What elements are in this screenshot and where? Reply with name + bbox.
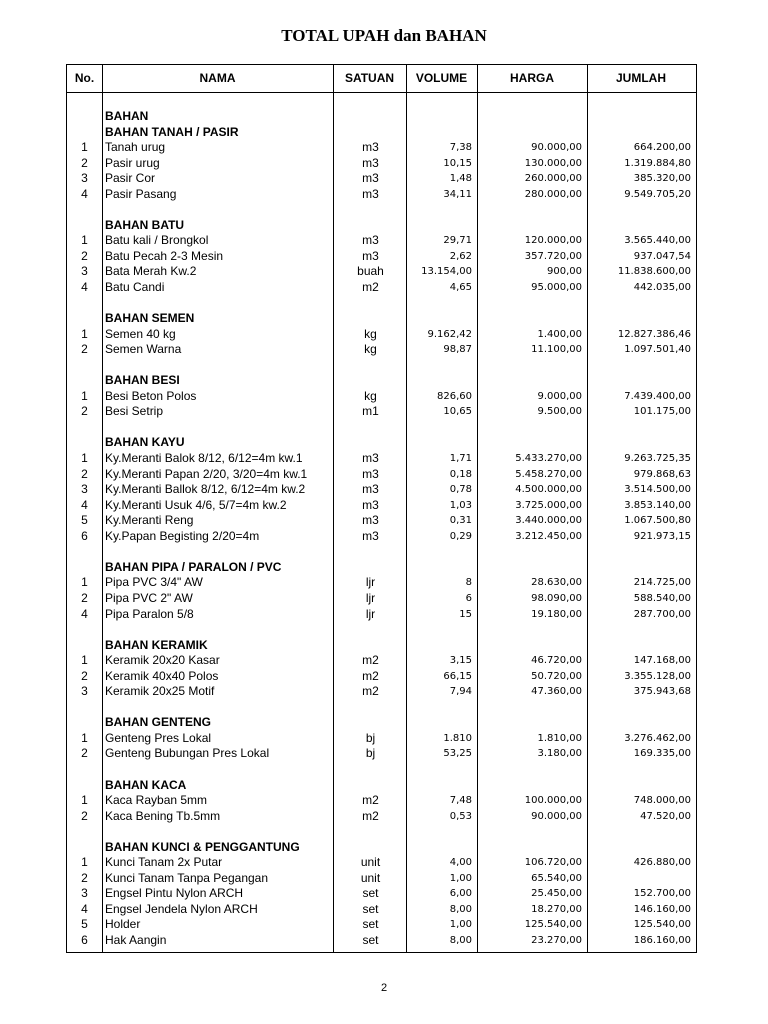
item-nama: Kaca Rayban 5mm <box>105 793 208 808</box>
item-no: 2 <box>81 342 88 357</box>
item-satuan: m2 <box>362 653 379 668</box>
table-row <box>67 529 696 545</box>
table-header <box>67 65 696 93</box>
item-volume: 53,25 <box>443 748 472 760</box>
table-row <box>67 171 696 187</box>
item-jumlah: 3.355.128,00 <box>624 670 691 682</box>
item-jumlah: 125.540,00 <box>633 919 691 931</box>
item-harga: 18.270,00 <box>531 903 582 915</box>
item-no: 1 <box>81 793 88 808</box>
category-row <box>67 435 696 451</box>
item-harga: 90.000,00 <box>531 142 582 154</box>
item-volume: 0,53 <box>449 810 472 822</box>
item-satuan: m2 <box>362 280 379 295</box>
item-satuan: m3 <box>362 171 379 186</box>
item-volume: 7,94 <box>449 686 472 698</box>
table-row <box>67 809 696 825</box>
item-satuan: kg <box>364 388 377 403</box>
item-satuan: m2 <box>362 793 379 808</box>
item-harga: 280.000,00 <box>524 188 582 200</box>
item-nama: Besi Setrip <box>105 404 164 419</box>
item-harga: 900,00 <box>547 266 582 278</box>
category-name: BAHAN BESI <box>105 373 180 388</box>
item-no: 5 <box>81 917 88 932</box>
category-row <box>67 560 696 576</box>
header-volume: VOLUME <box>415 71 468 85</box>
item-jumlah: 426.880,00 <box>633 857 691 869</box>
item-harga: 260.000,00 <box>524 173 582 185</box>
item-volume: 98,87 <box>443 344 472 356</box>
category-row <box>67 778 696 794</box>
table-row <box>67 731 696 747</box>
item-volume: 1,00 <box>449 872 472 884</box>
item-satuan: m1 <box>362 404 379 419</box>
item-satuan: m3 <box>362 155 379 170</box>
table-row <box>67 513 696 529</box>
item-no: 4 <box>81 280 88 295</box>
header-no: No. <box>74 71 95 85</box>
item-no: 3 <box>81 482 88 497</box>
item-nama: Pasir Cor <box>105 171 156 186</box>
item-volume: 1.810 <box>443 732 472 744</box>
table-row <box>67 855 696 871</box>
item-jumlah: 169.335,00 <box>633 748 691 760</box>
item-no: 1 <box>81 575 88 590</box>
item-jumlah: 3.514.500,00 <box>624 484 691 496</box>
item-harga: 28.630,00 <box>531 577 582 589</box>
category-row <box>67 840 696 856</box>
section-title-row <box>67 109 696 125</box>
table-row <box>67 871 696 887</box>
item-no: 1 <box>81 855 88 870</box>
table-row <box>67 264 696 280</box>
item-no: 4 <box>81 901 88 916</box>
item-satuan: m3 <box>362 451 379 466</box>
item-satuan: m3 <box>362 248 379 263</box>
row-spacer <box>67 358 696 374</box>
table-row <box>67 389 696 405</box>
item-jumlah: 921.973,15 <box>633 530 691 542</box>
item-no: 2 <box>81 404 88 419</box>
item-volume: 0,78 <box>449 484 472 496</box>
table-row <box>67 933 696 949</box>
item-nama: Keramik 20x20 Kasar <box>105 653 220 668</box>
item-jumlah: 9.263.725,35 <box>624 453 691 465</box>
item-nama: Ky.Meranti Balok 8/12, 6/12=4m kw.1 <box>105 451 303 466</box>
item-satuan: m3 <box>362 497 379 512</box>
item-volume: 6,00 <box>449 888 472 900</box>
item-harga: 125.540,00 <box>524 919 582 931</box>
table-row <box>67 156 696 172</box>
item-jumlah: 3.853.140,00 <box>624 499 691 511</box>
item-nama: Genteng Bubungan Pres Lokal <box>105 746 270 761</box>
item-volume: 7,48 <box>449 795 472 807</box>
table-row <box>67 917 696 933</box>
item-satuan: m2 <box>362 808 379 823</box>
item-satuan: ljr <box>365 590 376 605</box>
item-volume: 8 <box>465 577 472 589</box>
item-no: 2 <box>81 590 88 605</box>
table-row <box>67 451 696 467</box>
item-jumlah: 385.320,00 <box>633 173 691 185</box>
item-nama: Hak Aangin <box>105 932 167 947</box>
item-nama: Batu Candi <box>105 280 165 295</box>
table-row <box>67 482 696 498</box>
item-volume: 8,00 <box>449 903 472 915</box>
item-harga: 5.458.270,00 <box>515 468 582 480</box>
row-spacer <box>67 202 696 218</box>
item-volume: 2,62 <box>449 250 472 262</box>
item-nama: Ky.Meranti Papan 2/20, 3/20=4m kw.1 <box>105 466 308 481</box>
item-harga: 1.810,00 <box>537 732 582 744</box>
item-volume: 34,11 <box>443 188 472 200</box>
item-nama: Engsel Jendela Nylon ARCH <box>105 901 258 916</box>
item-jumlah: 588.540,00 <box>633 592 691 604</box>
category-name: BAHAN TANAH / PASIR <box>105 124 239 139</box>
item-nama: Batu Pecah 2-3 Mesin <box>105 248 224 263</box>
table-row <box>67 140 696 156</box>
item-volume: 1,03 <box>449 499 472 511</box>
item-nama: Besi Beton Polos <box>105 388 197 403</box>
item-harga: 95.000,00 <box>531 282 582 294</box>
item-nama: Bata Merah Kw.2 <box>105 264 197 279</box>
item-nama: Engsel Pintu Nylon ARCH <box>105 886 244 901</box>
item-satuan: ljr <box>365 606 376 621</box>
table-row <box>67 233 696 249</box>
item-harga: 46.720,00 <box>531 655 582 667</box>
item-harga: 3.725.000,00 <box>515 499 582 511</box>
item-satuan: set <box>362 932 379 947</box>
item-jumlah: 442.035,00 <box>633 282 691 294</box>
item-volume: 13.154,00 <box>421 266 472 278</box>
item-nama: Batu kali / Brongkol <box>105 233 209 248</box>
item-volume: 8,00 <box>449 934 472 946</box>
item-jumlah: 287.700,00 <box>633 608 691 620</box>
item-satuan: m3 <box>362 186 379 201</box>
item-volume: 10,65 <box>443 406 472 418</box>
table-row <box>67 591 696 607</box>
category-name: BAHAN PIPA / PARALON / PVC <box>105 559 282 574</box>
item-jumlah: 186.160,00 <box>633 934 691 946</box>
item-harga: 120.000,00 <box>524 235 582 247</box>
item-no: 3 <box>81 264 88 279</box>
item-satuan: m2 <box>362 684 379 699</box>
row-spacer <box>67 622 696 638</box>
table-row <box>67 342 696 358</box>
item-nama: Holder <box>105 917 141 932</box>
table-row <box>67 684 696 700</box>
item-no: 2 <box>81 808 88 823</box>
item-harga: 357.720,00 <box>524 250 582 262</box>
table-row <box>67 886 696 902</box>
item-harga: 9.000,00 <box>537 390 582 402</box>
item-harga: 106.720,00 <box>524 857 582 869</box>
item-nama: Pipa PVC 2" AW <box>105 590 193 605</box>
item-no: 1 <box>81 140 88 155</box>
cost-table <box>66 64 697 953</box>
table-row <box>67 653 696 669</box>
category-row <box>67 715 696 731</box>
item-volume: 6 <box>465 592 472 604</box>
row-spacer <box>67 824 696 840</box>
item-volume: 9.162,42 <box>427 328 472 340</box>
item-volume: 1,71 <box>449 453 472 465</box>
table-row <box>67 902 696 918</box>
item-jumlah: 146.160,00 <box>633 903 691 915</box>
table-body <box>67 109 696 949</box>
item-jumlah: 152.700,00 <box>633 888 691 900</box>
item-volume: 0,29 <box>449 530 472 542</box>
item-volume: 826,60 <box>437 390 472 402</box>
item-jumlah: 375.943,68 <box>633 686 691 698</box>
item-no: 2 <box>81 746 88 761</box>
item-nama: Keramik 40x40 Polos <box>105 668 219 683</box>
item-no: 5 <box>81 513 88 528</box>
item-nama: Genteng Pres Lokal <box>105 730 212 745</box>
item-jumlah: 3.276.462,00 <box>624 732 691 744</box>
item-no: 1 <box>81 730 88 745</box>
item-harga: 5.433.270,00 <box>515 453 582 465</box>
row-spacer <box>67 544 696 560</box>
item-harga: 23.270,00 <box>531 934 582 946</box>
item-harga: 3.212.450,00 <box>515 530 582 542</box>
row-spacer <box>67 762 696 778</box>
item-satuan: set <box>362 917 379 932</box>
item-no: 2 <box>81 248 88 263</box>
item-jumlah: 1.067.500,80 <box>624 515 691 527</box>
item-nama: Pasir Pasang <box>105 186 177 201</box>
page-number: 2 <box>380 982 388 994</box>
item-harga: 9.500,00 <box>537 406 582 418</box>
item-jumlah: 748.000,00 <box>633 795 691 807</box>
item-harga: 3.440.000,00 <box>515 515 582 527</box>
item-nama: Ky.Meranti Ballok 8/12, 6/12=4m kw.2 <box>105 482 306 497</box>
item-satuan: unit <box>360 855 381 870</box>
item-volume: 7,38 <box>449 142 472 154</box>
row-spacer <box>67 296 696 312</box>
item-satuan: kg <box>364 326 377 341</box>
item-harga: 65.540,00 <box>531 872 582 884</box>
item-volume: 66,15 <box>443 670 472 682</box>
category-name: BAHAN KUNCI & PENGGANTUNG <box>105 839 300 854</box>
item-nama: Semen 40 kg <box>105 326 176 341</box>
item-nama: Pipa Paralon 5/8 <box>105 606 194 621</box>
item-nama: Kunci Tanam Tanpa Pegangan <box>105 870 269 885</box>
item-no: 1 <box>81 388 88 403</box>
item-harga: 3.180,00 <box>537 748 582 760</box>
category-row <box>67 218 696 234</box>
item-volume: 1,48 <box>449 173 472 185</box>
item-volume: 3,15 <box>449 655 472 667</box>
item-no: 3 <box>81 886 88 901</box>
item-jumlah: 1.319.884,80 <box>624 157 691 169</box>
item-harga: 11.100,00 <box>531 344 582 356</box>
item-volume: 15 <box>459 608 472 620</box>
item-volume: 10,15 <box>443 157 472 169</box>
item-harga: 90.000,00 <box>531 810 582 822</box>
item-satuan: m3 <box>362 513 379 528</box>
category-name: BAHAN KACA <box>105 777 187 792</box>
item-satuan: set <box>362 901 379 916</box>
item-no: 2 <box>81 155 88 170</box>
item-volume: 29,71 <box>443 235 472 247</box>
category-row <box>67 311 696 327</box>
item-harga: 19.180,00 <box>531 608 582 620</box>
item-volume: 1,00 <box>449 919 472 931</box>
item-volume: 0,18 <box>449 468 472 480</box>
item-no: 1 <box>81 326 88 341</box>
item-satuan: m3 <box>362 233 379 248</box>
category-name: BAHAN BATU <box>105 217 185 232</box>
item-nama: Pasir urug <box>105 155 160 170</box>
category-name: BAHAN GENTENG <box>105 715 212 730</box>
table-row <box>67 187 696 203</box>
item-satuan: unit <box>360 870 381 885</box>
item-jumlah: 979.868,63 <box>633 468 691 480</box>
item-satuan: bj <box>365 746 376 761</box>
category-name: BAHAN KERAMIK <box>105 637 208 652</box>
item-satuan: ljr <box>365 575 376 590</box>
item-harga: 47.360,00 <box>531 686 582 698</box>
item-nama: Ky.Meranti Reng <box>105 513 194 528</box>
item-no: 3 <box>81 684 88 699</box>
item-no: 4 <box>81 606 88 621</box>
item-no: 2 <box>81 466 88 481</box>
item-satuan: m3 <box>362 528 379 543</box>
category-name: BAHAN SEMEN <box>105 311 195 326</box>
category-row <box>67 373 696 389</box>
item-harga: 98.090,00 <box>531 592 582 604</box>
item-harga: 25.450,00 <box>531 888 582 900</box>
item-nama: Ky.Meranti Usuk 4/6, 5/7=4m kw.2 <box>105 497 287 512</box>
table-row <box>67 327 696 343</box>
item-no: 3 <box>81 171 88 186</box>
item-harga: 4.500.000,00 <box>515 484 582 496</box>
header-harga: HARGA <box>510 71 554 85</box>
table-row <box>67 467 696 483</box>
header-jumlah: JUMLAH <box>616 71 666 85</box>
row-spacer <box>67 420 696 436</box>
table-row <box>67 575 696 591</box>
row-spacer <box>67 700 696 716</box>
item-nama: Ky.Papan Begisting 2/20=4m <box>105 528 260 543</box>
item-volume: 4,00 <box>449 857 472 869</box>
category-name: BAHAN KAYU <box>105 435 185 450</box>
item-satuan: kg <box>364 342 377 357</box>
item-harga: 50.720,00 <box>531 670 582 682</box>
item-no: 6 <box>81 528 88 543</box>
table-row <box>67 793 696 809</box>
item-no: 1 <box>81 233 88 248</box>
item-nama: Tanah urug <box>105 140 166 155</box>
item-nama: Kunci Tanam 2x Putar <box>105 855 223 870</box>
item-nama: Semen Warna <box>105 342 182 357</box>
item-no: 1 <box>81 653 88 668</box>
category-row <box>67 125 696 141</box>
item-satuan: buah <box>357 264 384 279</box>
item-jumlah: 47.520,00 <box>640 810 691 822</box>
item-volume: 0,31 <box>449 515 472 527</box>
item-harga: 130.000,00 <box>524 157 582 169</box>
item-nama: Keramik 20x25 Motif <box>105 684 215 699</box>
table-row <box>67 607 696 623</box>
item-harga: 100.000,00 <box>524 795 582 807</box>
item-no: 4 <box>81 497 88 512</box>
header-satuan: SATUAN <box>344 71 395 85</box>
item-jumlah: 101.175,00 <box>633 406 691 418</box>
item-no: 1 <box>81 451 88 466</box>
item-nama: Kaca Bening Tb.5mm <box>105 808 221 823</box>
table-row <box>67 498 696 514</box>
item-satuan: set <box>362 886 379 901</box>
table-row <box>67 404 696 420</box>
table-row <box>67 249 696 265</box>
item-satuan: m3 <box>362 140 379 155</box>
table-row <box>67 280 696 296</box>
item-jumlah: 11.838.600,00 <box>617 266 691 278</box>
item-jumlah: 664.200,00 <box>633 142 691 154</box>
item-no: 2 <box>81 870 88 885</box>
item-no: 6 <box>81 932 88 947</box>
item-no: 4 <box>81 186 88 201</box>
item-jumlah: 1.097.501,40 <box>624 344 691 356</box>
item-jumlah: 937.047,54 <box>633 250 691 262</box>
item-jumlah: 12.827.386,46 <box>617 328 691 340</box>
item-jumlah: 214.725,00 <box>633 577 691 589</box>
section-title: BAHAN <box>105 109 149 123</box>
page-title: TOTAL UPAH dan BAHAN <box>281 26 487 45</box>
item-harga: 1.400,00 <box>537 328 582 340</box>
item-jumlah: 3.565.440,00 <box>624 235 691 247</box>
category-row <box>67 638 696 654</box>
item-satuan: m3 <box>362 466 379 481</box>
item-no: 2 <box>81 668 88 683</box>
table-row <box>67 746 696 762</box>
item-satuan: m2 <box>362 668 379 683</box>
header-nama: NAMA <box>199 71 236 85</box>
item-satuan: bj <box>365 730 376 745</box>
item-jumlah: 147.168,00 <box>633 655 691 667</box>
item-nama: Pipa PVC 3/4" AW <box>105 575 203 590</box>
item-jumlah: 7.439.400,00 <box>624 390 691 402</box>
item-jumlah: 9.549.705,20 <box>624 188 691 200</box>
item-volume: 4,65 <box>449 282 472 294</box>
item-satuan: m3 <box>362 482 379 497</box>
table-row <box>67 669 696 685</box>
